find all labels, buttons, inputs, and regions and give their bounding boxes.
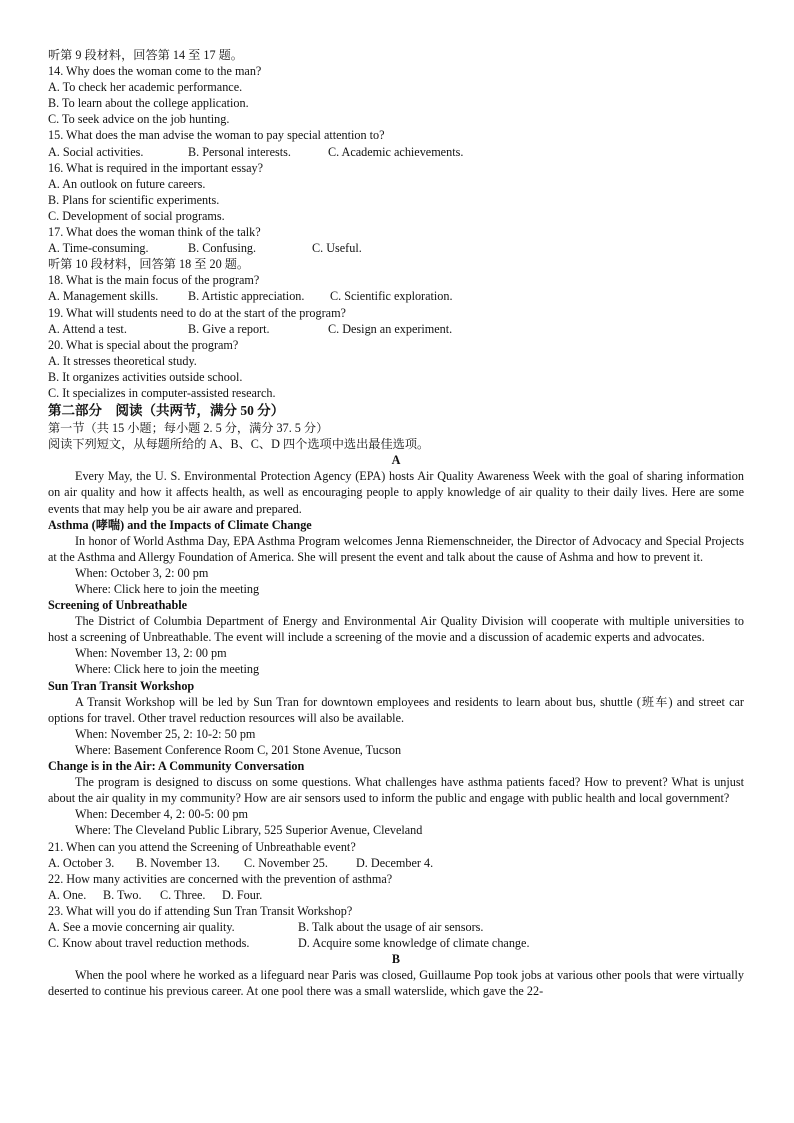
option: C. November 25. [244,855,328,870]
option: A. An outlook on future careers. [48,176,206,191]
event-where: Where: Click here to join the meeting [75,662,260,677]
option: B. Artistic appreciation. [188,289,305,304]
exam-page [48,47,744,999]
passage-intro: Every May, the U. S. Environmental Protection Agency (EPA) hosts Air Quality Awareness Week with the goal of sharing information on air quality and how it affects health, as well as encouraging people to apply knowledge of air quality to their daily lives. Here are some events that may help you be air aware and prepared. [48,469,744,516]
option: C. Development of social programs. [48,208,225,223]
passage-label: A [391,453,401,468]
option: C. Design an experiment. [328,321,453,336]
question-stem: 22. How many activities are concerned with the prevention of asthma? [48,871,393,886]
option: A. See a movie concerning air quality. [48,919,235,934]
options-row [48,919,744,935]
option: D. December 4. [356,855,434,870]
question-stem: 16. What is required in the important essay? [48,160,264,175]
option: B. It organizes activities outside school. [48,369,243,384]
event-when: When: October 3, 2: 00 pm [75,565,209,580]
option: A. One. [48,887,87,902]
event-where: Where: The Cleveland Public Library, 525 Superior Avenue, Cleveland [75,823,423,838]
options-row [48,855,744,871]
event-body: A Transit Workshop will be led by Sun Tran for downtown employees and residents to learn about bus, shuttle (班车) and street car options for travel. Other travel reduction resources will also be available. [48,694,744,725]
question-stem: 18. What is the main focus of the program? [48,273,260,288]
option: B. Personal interests. [188,144,291,159]
option: B. Plans for scientific experiments. [48,192,220,207]
event-title: Screening of Unbreathable [48,598,188,613]
event-where: Where: Basement Conference Room C, 201 Stone Avenue, Tucson [75,742,402,757]
passage-text: When the pool where he worked as a lifeguard near Paris was closed, Guillaume Pop took jobs at various other pools that were virtually deserted to continue his previous career. At one pool there was a small waterslide, which gave the 22- [48,968,744,999]
event-where: Where: Click here to join the meeting [75,582,260,596]
question-stem: 14. Why does the woman come to the man? [48,64,262,79]
option: C. Academic achievements. [328,144,464,159]
question-stem: 20. What is special about the program? [48,337,239,352]
question-stem: 23. What will you do if attending Sun Tran Transit Workshop? [48,903,353,918]
section-header: 听第 9 段材料，回答第 14 至 17 题。 [48,48,243,62]
question-stem: 21. When can you attend the Screening of Unbreathable event? [48,839,356,854]
event-body: The program is designed to discuss on some questions. What challenges have asthma patients faced? How to prevent? What is unjust about the air quality in my community? How are air sensors used to inform the public and engage with public health and local government? [48,775,744,806]
option: A. Social activities. [48,144,144,159]
option: A. To check her academic performance. [48,80,243,95]
option: C. It specializes in computer-assisted research. [48,385,276,400]
options-row [48,321,744,337]
option: D. Four. [222,887,263,902]
options-row [48,288,744,304]
option: A. It stresses theoretical study. [48,353,197,368]
event-when: When: December 4, 2: 00-5: 00 pm [75,807,248,822]
section-header: 听第 10 段材料，回答第 18 至 20 题。 [48,257,250,272]
event-body: The District of Columbia Department of Energy and Environmental Air Quality Division will cooperate with multiple universities to host a screening of Unbreathable. The event will include a screening of the movie and a discussion of academic experts and advocates. [48,614,744,645]
option: C. To seek advice on the job hunting. [48,112,230,127]
options-row [48,144,744,160]
event-when: When: November 13, 2: 00 pm [75,646,227,661]
options-row [48,935,744,951]
question-stem: 17. What does the woman think of the talk? [48,225,261,240]
option: B. Confusing. [188,241,257,256]
option: C. Scientific exploration. [330,289,453,304]
option: A. Management skills. [48,289,159,304]
event-title: Asthma (哮喘) and the Impacts of Climate Change [48,517,312,532]
question-stem: 15. What does the man advise the woman to pay special attention to? [48,128,385,143]
options-row [48,240,744,256]
option: A. Attend a test. [48,321,127,336]
option: C. Three. [160,887,206,902]
option: B. Give a report. [188,321,270,336]
options-row [48,887,744,903]
option: B. Talk about the usage of air sensors. [298,919,484,934]
option: B. To learn about the college application. [48,96,249,111]
option: B. November 13. [136,855,220,870]
event-title: Sun Tran Transit Workshop [48,678,195,693]
question-stem: 19. What will students need to do at the start of the program? [48,305,346,320]
event-body: In honor of World Asthma Day, EPA Asthma Program welcomes Jenna Riemenschneider, the Director of Advocacy and Special Projects at the Asthma and Allergy Foundation of America. She will present the event and talk about the cause of Ashma and how to prevent it. [48,533,744,564]
event-when: When: November 25, 2: 10-2: 50 pm [75,726,256,741]
option: A. Time-consuming. [48,241,149,256]
option: A. October 3. [48,855,115,870]
option: C. Useful. [312,241,362,256]
option: D. Acquire some knowledge of climate change. [298,936,530,951]
section-header: 第一节（共 15 小题；每小题 2. 5 分，满分 37. 5 分） [48,421,329,436]
option: B. Two. [103,887,142,902]
option: C. Know about travel reduction methods. [48,936,250,951]
part-title: 第二部分 阅读（共两节，满分 50 分） [48,403,285,419]
event-title: Change is in the Air: A Community Conversation [48,759,305,774]
passage-label: B [391,952,401,967]
instruction: 阅读下列短文，从每题所给的 A、B、C、D 四个选项中选出最佳选项。 [48,437,430,452]
